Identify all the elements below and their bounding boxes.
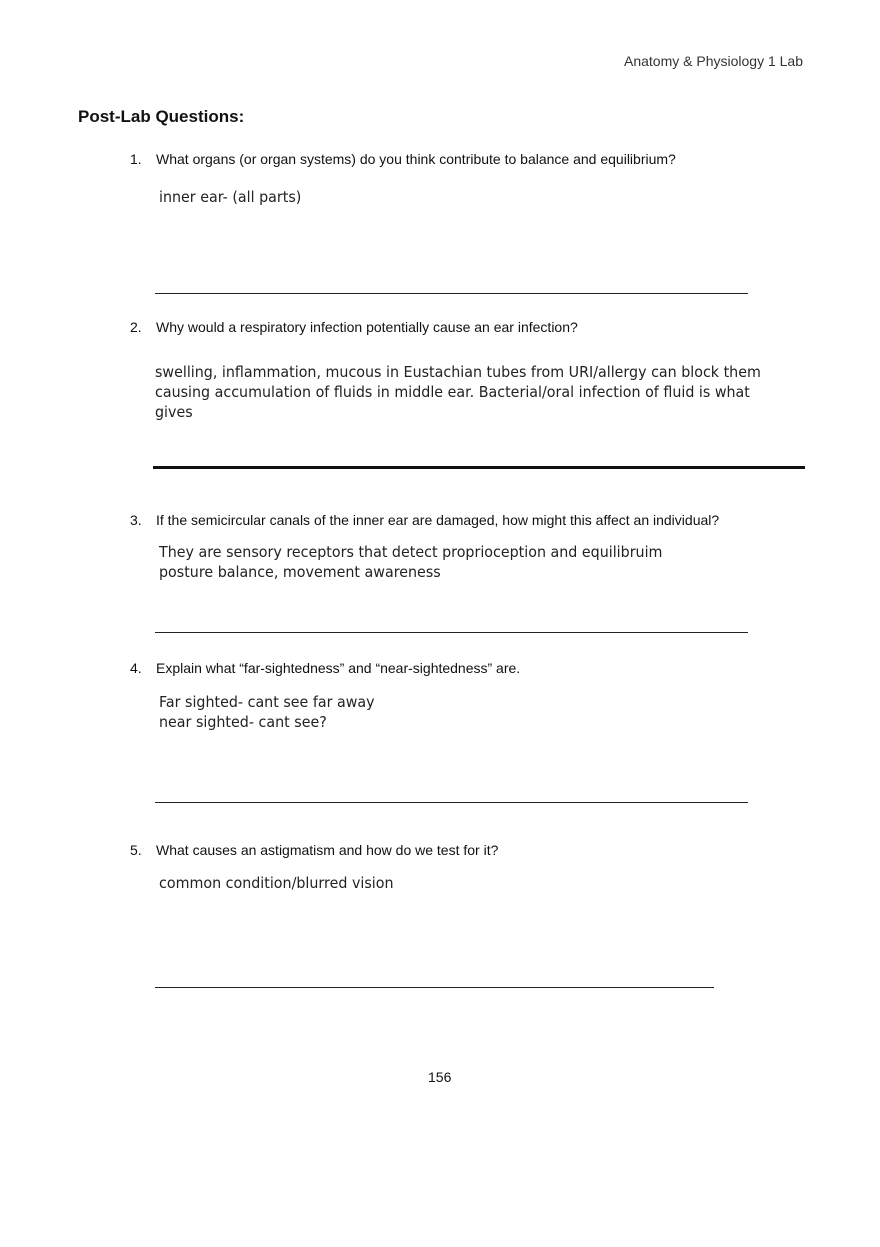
question-3-answer-line-2[interactable]: posture balance, movement awareness xyxy=(159,563,441,581)
question-4-number: 4. xyxy=(130,660,142,676)
question-1-answer[interactable]: inner ear- (all parts) xyxy=(159,188,302,206)
running-header: Anatomy & Physiology 1 Lab xyxy=(624,53,803,69)
question-2-text: Why would a respiratory infection potentially cause an ear infection? xyxy=(156,319,578,335)
question-4-answer-line-1[interactable]: Far sighted- cant see far away xyxy=(159,693,375,711)
page-number: 156 xyxy=(428,1069,452,1085)
question-3-text: If the semicircular canals of the inner ear are damaged, how might this affect an individual? xyxy=(156,512,720,528)
answer-line xyxy=(155,802,748,803)
answer-line xyxy=(155,293,748,294)
section-title: Post-Lab Questions: xyxy=(78,107,245,126)
question-4-answer-line-2[interactable]: near sighted- cant see? xyxy=(159,713,327,731)
question-1-text: What organs (or organ systems) do you think contribute to balance and equilibrium? xyxy=(156,151,676,167)
question-5-answer[interactable]: common condition/blurred vision xyxy=(159,874,394,892)
question-4-text: Explain what “far-sightedness” and “near-sightedness” are. xyxy=(156,660,521,676)
question-2-answer-line-1[interactable]: swelling, inflammation, mucous in Eustachian tubes from URI/allergy can block them xyxy=(155,363,761,381)
question-3-answer-line-1[interactable]: They are sensory receptors that detect proprioception and equilibruim xyxy=(159,543,663,561)
question-2-answer-line-2[interactable]: causing accumulation of fluids in middle ear. Bacterial/oral infection of fluid is what xyxy=(155,383,750,401)
answer-line xyxy=(155,987,714,988)
question-2-number: 2. xyxy=(130,319,142,335)
question-3-number: 3. xyxy=(130,512,142,528)
question-5-number: 5. xyxy=(130,842,142,858)
answer-line xyxy=(155,632,748,633)
question-2-answer-line-3[interactable]: gives xyxy=(155,403,193,421)
question-5-text: What causes an astigmatism and how do we test for it? xyxy=(156,842,499,858)
question-1-number: 1. xyxy=(130,151,142,167)
answer-line xyxy=(153,466,805,469)
